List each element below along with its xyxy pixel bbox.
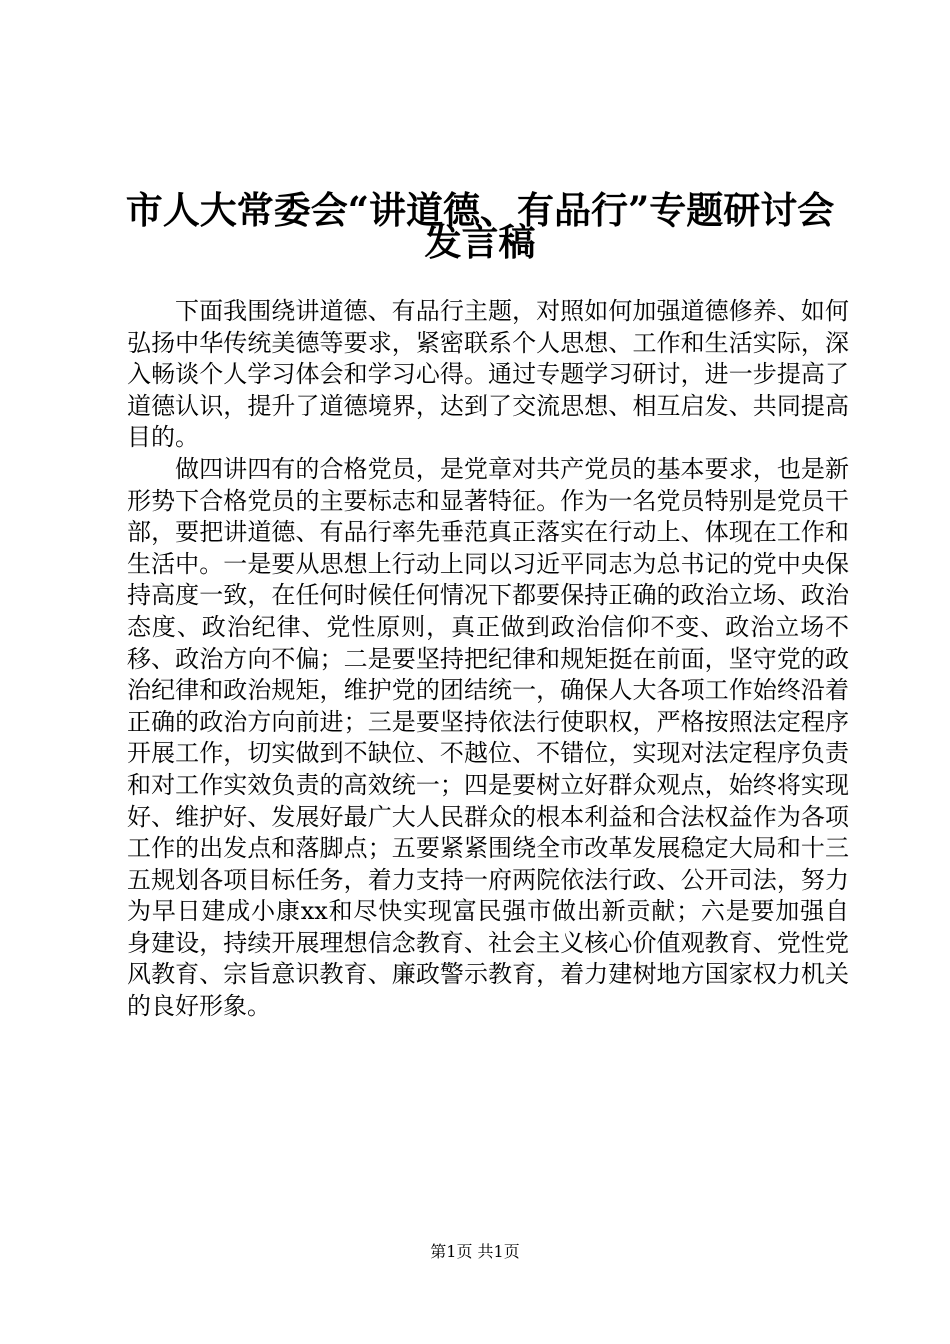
page-title-continued: 发言稿 — [424, 220, 536, 264]
page-title: 市人大常委会“讲道德、有品行”专题研讨会 — [125, 188, 835, 232]
document-body — [127, 296, 849, 1023]
page-footer: 第1页 共1页 — [430, 1242, 520, 1261]
paragraph-intro: 下面我围绕讲道德、有品行主题，对照如何加强道德修养、如何弘扬中华传统美德等要求，紧密联系个人思想、工作和生活实际，深入畅谈个人学习体会和学习心得。通过专题学习研讨，进一步提高了道德认识，提升了道德境界，达到了交流思想、相互启发、共同提高目的。 — [127, 297, 849, 452]
paragraph-main: 做四讲四有的合格党员，是党章对共产党员的基本要求，也是新形势下合格党员的主要标志和显著特征。作为一名党员特别是党员干部，要把讲道德、有品行率先垂范真正落实在行动上、体现在工作和生活中。一是要从思想上行动上同以习近平同志为总书记的党中央保持高度一致，在任何时候任何情况下都要保持正确的政治立场、政治态度、政治纪律、党性原则，真正做到政治信仰不变、政治立场不移、政治方向不偏；二是要坚持把纪律和规矩挺在前面，坚守党的政治纪律和政治规矩，维护党的团结统一，确保人大各项工作始终沿着正确的政治方向前进；三是要坚持依法行使职权，严格按照法定程序开展工作，切实做到不缺位、不越位、不错位，实现对法定程序负责和对工作实效负责的高效统一；四是要树立好群众观点，始终将实现好、维护好、发展好最广大人民群众的根本利益和合法权益作为各项工作的出发点和落脚点；五要紧紧围绕全市改革发展稳定大局和十三五规划各项目标任务，着力支持一府两院依法行政、公开司法，努力为早日建成小康xx和尽快实现富民强市做出新贡献；六是要加强自身建设，持续开展理想信念教育、社会主义核心价值观教育、党性党风教育、宗旨意识教育、廉政警示教育，着力建树地方国家权力机关的良好形象。 — [127, 454, 849, 1021]
